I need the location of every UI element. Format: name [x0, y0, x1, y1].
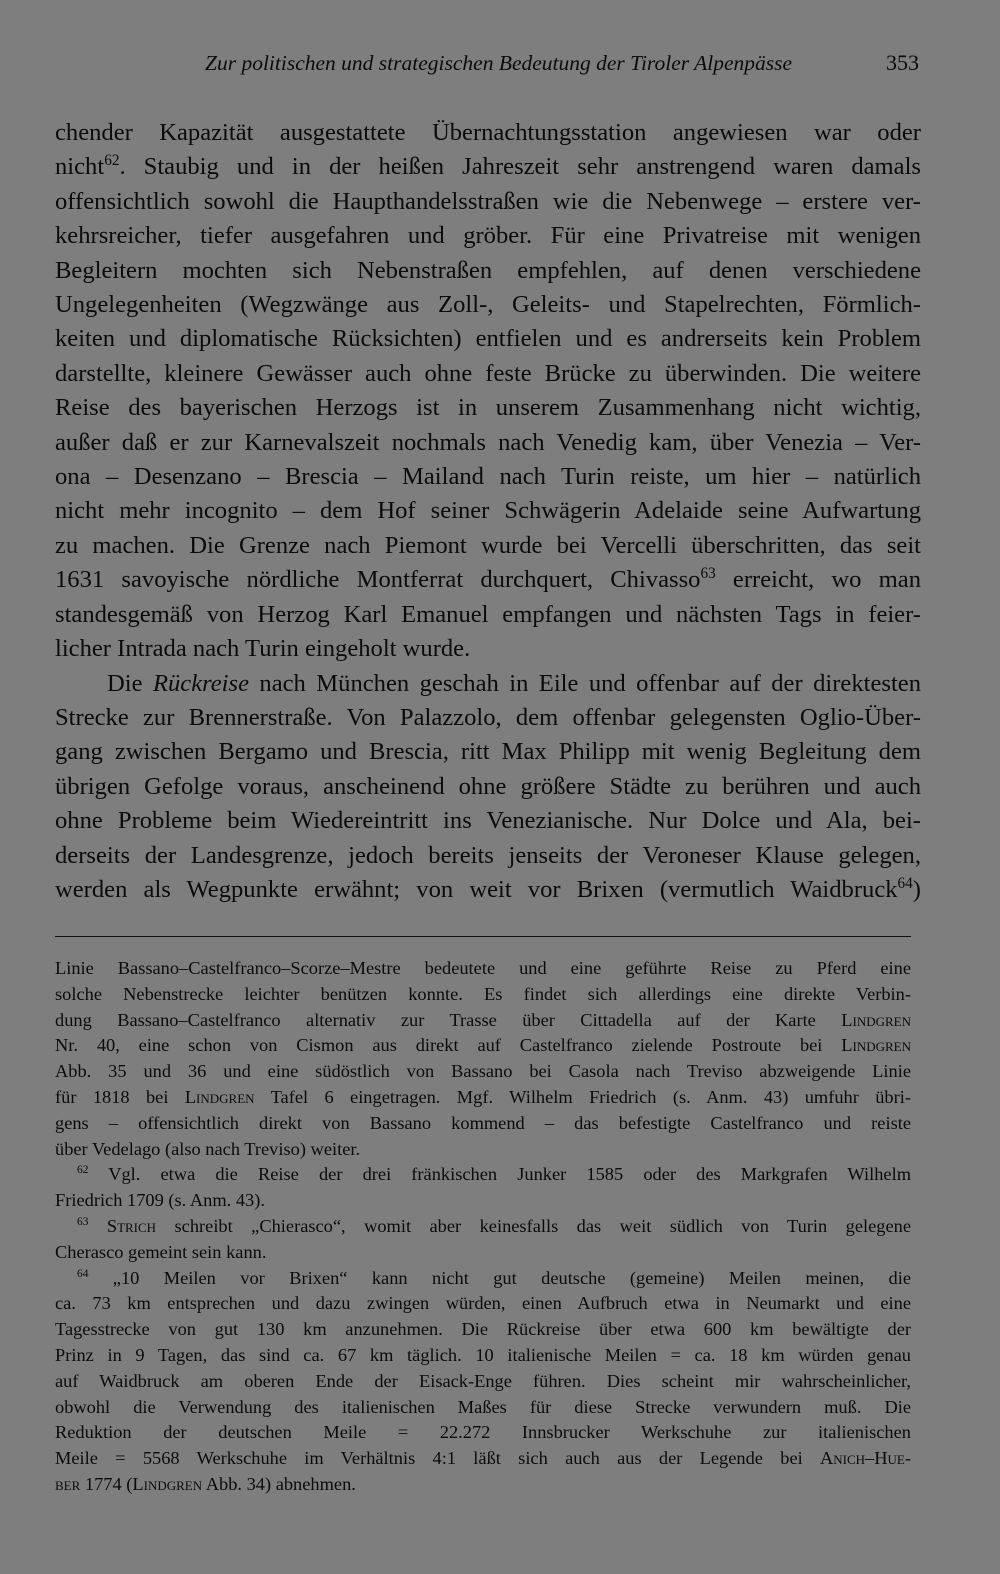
emphasis-rueckreise: Rückreise: [152, 669, 249, 697]
footnote-number: 63: [77, 1215, 89, 1228]
footnote-line: Prinz in 9 Tagen, das sind ca. 67 km täglich. 10 italienische Meilen = ca. 18 km würden genau: [55, 1344, 911, 1365]
text-line: Ungelegenheiten (Wegzwänge aus Zoll-, Geleits- und Stapelrechten, Förmlich-: [55, 291, 921, 319]
footnote-line: $^{63}$ Strich schreibt „Chierasco“, womit aber keinesfalls das weit südlich von Turin gelegene: [77, 1215, 911, 1236]
footnote-line: Nr. 40, eine schon von Cismon aus direkt auf Castelfranco zielende Postroute bei Lindgren: [55, 1035, 911, 1056]
footnote-line: dung Bassano–Castelfranco alternativ zur Trasse über Cittadella auf der Karte Lindgren: [55, 1009, 911, 1030]
main-text: [55, 116, 921, 907]
text-line: ohne Probleme beim Wiedereintritt ins Venezianische. Nur Dolce und Ala, bei-: [55, 807, 921, 835]
page-number: 353: [886, 50, 919, 75]
footnote-number: 64: [77, 1267, 89, 1280]
text-line: zu machen. Die Grenze nach Piemont wurde bei Vercelli überschritten, das seit: [55, 531, 921, 559]
text-line: Die Rückreise nach München geschah in Eile und offenbar auf der direktesten: [107, 669, 921, 697]
text-line: kehrsreicher, tiefer ausgefahren und gröber. Für eine Privatreise mit wenigen: [55, 222, 921, 250]
footnote-line: Friedrich 1709 (s. Anm. 43).: [55, 1190, 265, 1211]
footnote-line: solche Nebenstrecke leichter benützen konnte. Es findet sich allerdings eine direkte Verbin-: [55, 983, 911, 1004]
footnote-line: Tagesstrecke von gut 130 km anzunehmen. Die Rückreise über etwa 600 km bewältigte der: [55, 1319, 911, 1340]
running-title: Zur politischen und strategischen Bedeutung der Tiroler Alpenpässe: [205, 51, 793, 75]
footnote-line: gens – offensichtlich direkt von Bassano kommend – das befestigte Castelfranco und reiste: [55, 1112, 911, 1133]
footnote-line: ber 1774 (Lindgren Abb. 34) abnehmen.: [55, 1473, 356, 1494]
text-line: chender Kapazität ausgestattete Übernachtungsstation angewiesen war oder: [55, 119, 921, 146]
text-line: außer daß er zur Karnevalszeit nochmals nach Venedig kam, über Venezia – Ver-: [55, 428, 921, 456]
text-line: standesgemäß von Herzog Karl Emanuel empfangen und nächsten Tags in feier-: [55, 600, 921, 628]
running-header: [55, 48, 921, 80]
footnote-line: $^{64}$ „10 Meilen vor Brixen“ kann nicht gut deutsche (gemeine) Meilen meinen, die: [77, 1267, 911, 1288]
text-line: Strecke zur Brennerstraße. Von Palazzolo, dem offenbar gelegensten Oglio-Über-: [55, 703, 921, 731]
text-line: keiten und diplomatische Rücksichten) entfielen und es andrerseits kein Problem: [55, 325, 921, 353]
footnotes: [55, 956, 911, 1498]
footnote-62: [55, 1162, 911, 1214]
text-line: ona – Desenzano – Brescia – Mailand nach Turin reiste, um hier – natürlich: [55, 463, 921, 491]
footnote-line: $^{62}$ Vgl. etwa die Reise der drei fränkischen Junker 1585 oder des Markgrafen Wilhelm: [77, 1164, 911, 1185]
footnote-ref-63: 63: [700, 565, 716, 583]
footnote-number: 62: [77, 1164, 89, 1177]
text-line: übrigen Gefolge voraus, anscheinend ohne größere Städte zu berühren und auch: [55, 772, 921, 800]
footnote-line: Cherasco gemeint sein kann.: [55, 1241, 267, 1262]
footnote-line: ca. 73 km entsprechen und dazu zwingen würden, einen Aufbruch etwa in Neumarkt und eine: [55, 1293, 911, 1314]
text-line: nicht$^{62}$. Staubig und in der heißen Jahreszeit sehr anstrengend waren damals: [55, 152, 921, 181]
footnote-line: für 1818 bei Lindgren Tafel 6 eingetragen. Mgf. Wilhelm Friedrich (s. Anm. 43) umfuhr übri-: [55, 1086, 911, 1107]
paragraph-1: [55, 116, 921, 667]
footnote-continuation: [55, 956, 911, 1162]
footnote-line: auf Waidbruck am oberen Ende der Eisack-Enge führen. Dies scheint mir wahrscheinlicher,: [55, 1370, 911, 1391]
footnote-separator: [55, 936, 911, 937]
footnote-63: [55, 1214, 911, 1266]
text-line: Reise des bayerischen Herzogs ist in unserem Zusammenhang nicht wichtig,: [55, 394, 921, 422]
footnote-line: Linie Bassano–Castelfranco–Scorze–Mestre bedeutete und eine geführte Reise zu Pferd eine: [55, 958, 911, 978]
text-line: offensichtlich sowohl die Haupthandelsstraßen wie die Nebenwege – erstere ver-: [55, 187, 921, 215]
text-line: 1631 savoyische nördliche Montferrat durchquert, Chivasso$^{63}$ erreicht, wo man: [55, 565, 921, 594]
text-line: Begleitern mochten sich Nebenstraßen empfehlen, auf denen verschiedene: [55, 256, 921, 284]
text-line: derseits der Landesgrenze, jedoch bereits jenseits der Veroneser Klause gelegen,: [55, 841, 921, 869]
footnote-line: Meile = 5568 Werkschuhe im Verhältnis 4:1 läßt sich auch aus der Legende bei Anich–Hue-: [55, 1448, 911, 1469]
text-line: licher Intrada nach Turin eingeholt wurde.: [55, 635, 471, 663]
footnote-ref-64: 64: [897, 874, 913, 892]
text-line: werden als Wegpunkte erwähnt; von weit vor Brixen (vermutlich Waidbruck$^{64}$): [55, 874, 921, 903]
footnote-line: über Vedelago (also nach Treviso) weiter.: [55, 1138, 361, 1159]
paragraph-2: [55, 667, 921, 908]
footnote-line: Reduktion der deutschen Meile = 22.272 Innsbrucker Werkschuhe zur italienischen: [55, 1422, 911, 1443]
text-line: nicht mehr incognito – dem Hof seiner Schwägerin Adelaide seine Aufwartung: [55, 497, 921, 525]
footnote-ref-62: 62: [104, 152, 120, 170]
footnote-line: Abb. 35 und 36 und eine südöstlich von Bassano bei Casola nach Treviso abzweigende Linie: [55, 1061, 911, 1082]
footnote-64: [55, 1266, 911, 1498]
footnote-line: obwohl die Verwendung des italienischen Maßes für diese Strecke verwundern muß. Die: [55, 1396, 911, 1417]
text-line: darstellte, kleinere Gewässer auch ohne feste Brücke zu überwinden. Die weitere: [55, 359, 921, 387]
text-line: gang zwischen Bergamo und Brescia, ritt Max Philipp mit wenig Begleitung dem: [55, 738, 921, 766]
